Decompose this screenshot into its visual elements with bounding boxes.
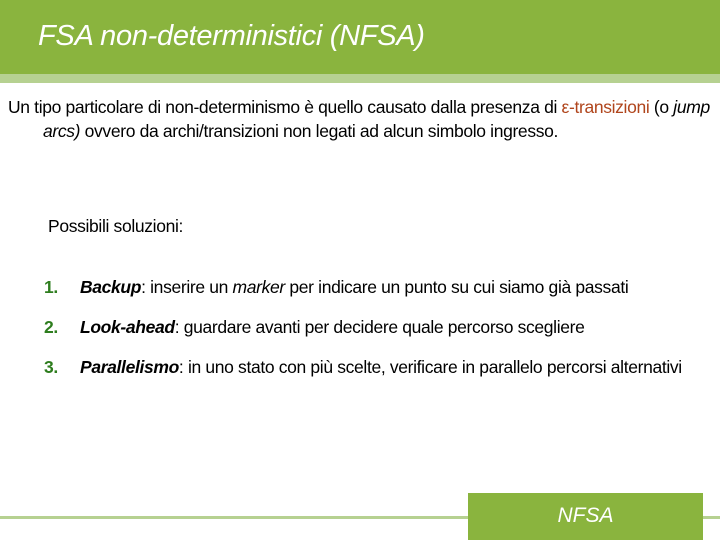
intro-text: (o bbox=[649, 97, 674, 117]
list-item bbox=[44, 356, 684, 379]
item-number: 2. bbox=[44, 317, 58, 337]
item-text: : guardare avanti per decidere quale percorso scegliere bbox=[174, 317, 585, 337]
item-number: 3. bbox=[44, 357, 58, 377]
solutions-heading: Possibili soluzioni: bbox=[48, 216, 184, 236]
solutions-list bbox=[44, 276, 684, 396]
item-text: : inserire un bbox=[141, 277, 233, 297]
item-term: Parallelismo bbox=[80, 357, 179, 377]
list-item bbox=[44, 276, 684, 299]
item-term: Look-ahead bbox=[80, 317, 175, 337]
item-text: : in uno stato con più scelte, verificare in parallelo percorsi alternativi bbox=[178, 357, 682, 377]
item-emphasis: marker bbox=[232, 277, 285, 297]
item-text: per indicare un punto su cui siamo già passati bbox=[284, 277, 629, 297]
epsilon-transitions-term: ε-transizioni bbox=[561, 97, 650, 117]
intro-text: ovvero da archi/transizioni non legati ad alcun simbolo ingresso. bbox=[80, 121, 559, 141]
item-term: Backup bbox=[80, 277, 142, 297]
list-item bbox=[44, 316, 684, 339]
item-number: 1. bbox=[44, 277, 58, 297]
slide-title: FSA non-deterministici (NFSA) bbox=[38, 20, 425, 52]
header-strip bbox=[0, 74, 720, 83]
footer-box bbox=[468, 493, 703, 540]
footer-label: NFSA bbox=[557, 504, 614, 527]
intro-text: Un tipo particolare di non-determinismo è quello causato dalla presenza di bbox=[8, 97, 562, 117]
intro-paragraph bbox=[8, 95, 720, 143]
jump-arcs-term: jump arcs) bbox=[43, 97, 710, 141]
